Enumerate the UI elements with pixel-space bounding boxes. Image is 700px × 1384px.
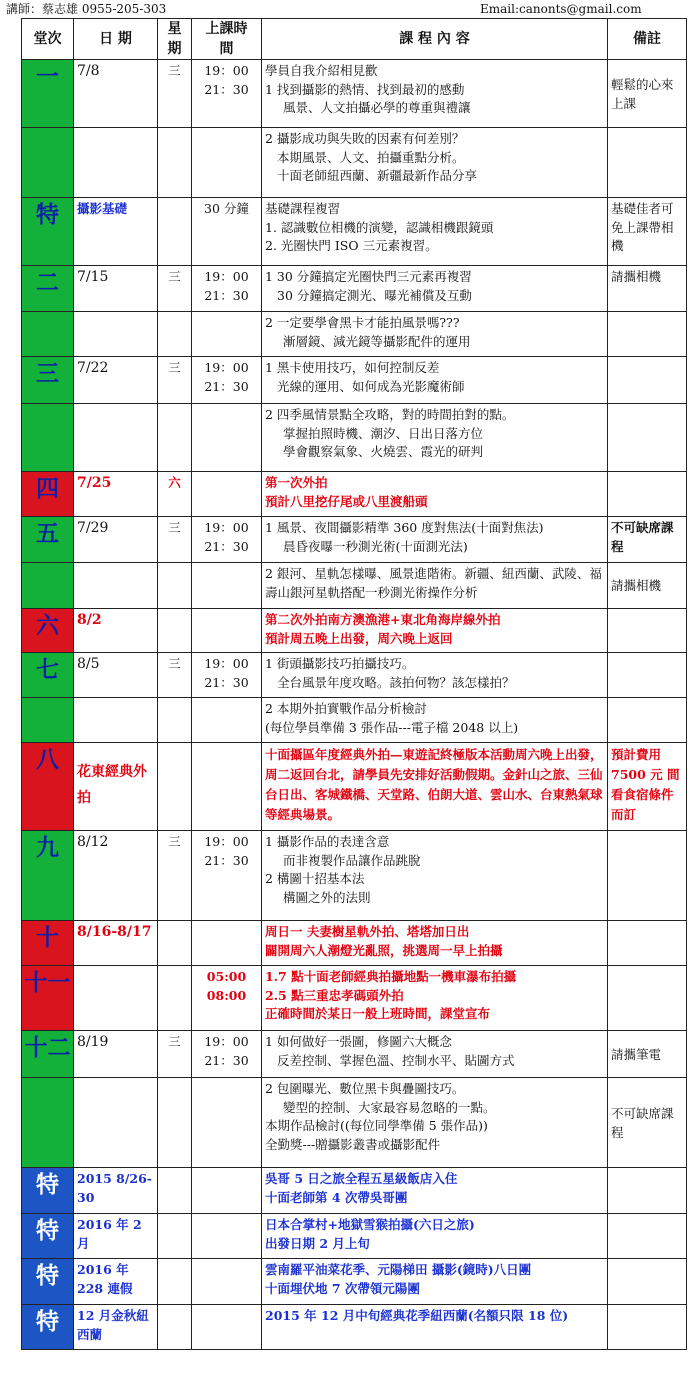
- date-cell: 8/5: [74, 653, 158, 698]
- date-cell: 7/22: [74, 357, 158, 404]
- date-cell: 8/16-8/17: [74, 921, 158, 966]
- session-cell: 特: [22, 1259, 74, 1305]
- content-cell: 十面攝區年度經典外拍—東遊記終極版本活動周六晚上出發，周二返回台北，請學員先安排好活動假期。金針山之旅、三仙台日出、客城鐵橋、天堂路、伯朗大道、雲山水、台東熱氣球等經典場景。: [262, 743, 608, 831]
- content-cell: 1.7 點十面老師經典拍攝地點一機車瀑布拍攝 2.5 點三重忠孝碼頭外拍 正確時間於某日一般上班時間，課堂宣布: [262, 966, 608, 1031]
- session-cell: 五: [22, 517, 74, 563]
- table-row: [22, 266, 687, 312]
- time-cell: 19：00 21：30: [192, 517, 262, 563]
- header-note: 備註: [608, 19, 687, 60]
- date-cell: 2015 8/26-30: [74, 1168, 158, 1214]
- session-cell: 九: [22, 831, 74, 921]
- header-date: 日 期: [74, 19, 158, 60]
- instructor-info: 講師：蔡志雄 0955-205-303: [6, 2, 167, 16]
- session-cell: [22, 1078, 74, 1168]
- time-cell: 30 分鐘: [192, 198, 262, 266]
- note-cell: 不可缺席課程: [608, 1078, 687, 1168]
- date-cell: 8/12: [74, 831, 158, 921]
- content-cell: 2 包圍曝光、數位黑卡與疊圖技巧。 變型的控制、大家最容易忽略的一點。 本期作品檢討((每位同學準備 5 張作品)) 全勤獎---贈攝影叢書或攝影配件: [262, 1078, 608, 1168]
- table-row: [22, 312, 687, 357]
- table-row: [22, 966, 687, 1031]
- date-cell: 8/2: [74, 609, 158, 653]
- note-cell: 請攜筆電: [608, 1031, 687, 1078]
- header-content: 課 程 內 容: [262, 19, 608, 60]
- table-row: [22, 1168, 687, 1214]
- session-cell: 八: [22, 743, 74, 831]
- session-cell: [22, 128, 74, 198]
- table-row: [22, 1305, 687, 1350]
- header-weekday: 星期: [158, 19, 192, 60]
- table-row: [22, 563, 687, 609]
- session-cell: 二: [22, 266, 74, 312]
- table-row: [22, 517, 687, 563]
- table-row: [22, 743, 687, 831]
- time-cell: 19：00 21：30: [192, 831, 262, 921]
- content-cell: 2015 年 12 月中旬經典花季紐西蘭(名額只限 18 位): [262, 1305, 608, 1350]
- table-row: [22, 198, 687, 266]
- table-row: [22, 653, 687, 698]
- header-session: 堂次: [22, 19, 74, 60]
- content-cell: 周日一 夫妻樹星軌外拍、塔塔加日出 闢開周六人潮燈光亂照，挑選周一早上拍攝: [262, 921, 608, 966]
- session-cell: 三: [22, 357, 74, 404]
- session-cell: 七: [22, 653, 74, 698]
- session-cell: 一: [22, 60, 74, 128]
- content-cell: 吳哥 5 日之旅全程五星級飯店入住 十面老師第 4 次帶吳哥團: [262, 1168, 608, 1214]
- note-cell: 輕鬆的心來上課: [608, 60, 687, 128]
- session-cell: 特: [22, 1214, 74, 1259]
- table-row: [22, 1031, 687, 1078]
- content-cell: 2 銀河、星軌怎樣曝、風景進階術。新疆、紐西蘭、武陵、福壽山銀河星軌搭配一秒測光術操作分析: [262, 563, 608, 609]
- content-cell: 學員自我介紹相見歡 1 找到攝影的熱情、找到最初的感動 風景、人文拍攝必學的尊重與禮讓: [262, 60, 608, 128]
- date-cell: 12 月金秋紐西蘭: [74, 1305, 158, 1350]
- content-cell: 第一次外拍 預計八里挖仔尾或八里渡船頭: [262, 472, 608, 517]
- weekday-cell: 三: [158, 653, 192, 698]
- table-row: [22, 1259, 687, 1305]
- weekday-cell: 三: [158, 60, 192, 128]
- session-cell: [22, 563, 74, 609]
- header-time: 上課時間: [192, 19, 262, 60]
- weekday-cell: 三: [158, 517, 192, 563]
- course-schedule-table: [21, 18, 687, 1350]
- session-cell: 十: [22, 921, 74, 966]
- session-cell: 特: [22, 1305, 74, 1350]
- session-cell: [22, 312, 74, 357]
- content-cell: 2 四季風情景點全攻略，對的時間拍對的點。 掌握拍照時機、潮汐、日出日落方位 學會觀察氣象、火燒雲、霞光的研判: [262, 404, 608, 472]
- content-cell: 1 街頭攝影技巧拍攝技巧。 全台風景年度攻略。該拍何物？該怎樣拍？: [262, 653, 608, 698]
- content-cell: 1 風景、夜間攝影精準 360 度對焦法(十面對焦法) 晨昏夜曝一秒測光術(十面測光法): [262, 517, 608, 563]
- date-cell: 7/15: [74, 266, 158, 312]
- date-cell: 2016 年 2 月: [74, 1214, 158, 1259]
- weekday-cell: 六: [158, 472, 192, 517]
- table-row: [22, 831, 687, 921]
- date-cell: 7/25: [74, 472, 158, 517]
- table-row: [22, 698, 687, 743]
- date-cell: 7/8: [74, 60, 158, 128]
- content-cell: 2 攝影成功與失敗的因素有何差別？ 本期風景、人文、拍攝重點分析。 十面老師紐西蘭、新疆最新作品分享: [262, 128, 608, 198]
- note-cell: 預計費用 7500 元 間看食宿條件而訂: [608, 743, 687, 831]
- content-cell: 1 黑卡使用技巧，如何控制反差 光線的運用、如何成為光影魔術師: [262, 357, 608, 404]
- session-cell: [22, 698, 74, 743]
- content-cell: 2 一定要學會黑卡才能拍風景嗎??? 漸層鏡、減光鏡等攝影配件的運用: [262, 312, 608, 357]
- content-cell: 日本合掌村+地獄雪猴拍攝(六日之旅) 出發日期 2 月上旬: [262, 1214, 608, 1259]
- note-cell: 請攜相機: [608, 563, 687, 609]
- table-row: [22, 404, 687, 472]
- table-row: [22, 357, 687, 404]
- table-row: [22, 60, 687, 128]
- table-row: [22, 609, 687, 653]
- table-row: [22, 1214, 687, 1259]
- session-cell: 十二: [22, 1031, 74, 1078]
- date-cell: 7/29: [74, 517, 158, 563]
- header: [0, 0, 700, 19]
- table-row: [22, 472, 687, 517]
- table-row: [22, 1078, 687, 1168]
- weekday-cell: 三: [158, 266, 192, 312]
- session-cell: 十一: [22, 966, 74, 1031]
- session-cell: 六: [22, 609, 74, 653]
- content-cell: 基礎課程複習 1. 認識數位相機的演變，認識相機跟鏡頭 2. 光圈快門 ISO 三元素複習。: [262, 198, 608, 266]
- email-info: Email:canonts@gmail.com: [480, 2, 642, 16]
- date-cell: 花東經典外拍: [74, 743, 158, 831]
- time-cell: 19：00 21：30: [192, 60, 262, 128]
- time-cell: 19：00 21：30: [192, 357, 262, 404]
- note-cell: 請攜相機: [608, 266, 687, 312]
- time-cell: 19：00 21：30: [192, 266, 262, 312]
- content-cell: 1 30 分鐘搞定光圈快門三元素再複習 30 分鐘搞定測光、曝光補償及互動: [262, 266, 608, 312]
- date-cell: 8/19: [74, 1031, 158, 1078]
- content-cell: 雲南羅平油菜花季、元陽梯田 攝影(鏡時)八日團 十面埋伏地 7 次帶領元陽團: [262, 1259, 608, 1305]
- note-cell: 不可缺席課程: [608, 517, 687, 563]
- content-cell: 第二次外拍南方澳漁港+東北角海岸線外拍 預計周五晚上出發，周六晚上返回: [262, 609, 608, 653]
- session-cell: 特: [22, 198, 74, 266]
- table-header-row: [22, 19, 687, 60]
- note-cell: 基礎佳者可免上課帶相機: [608, 198, 687, 266]
- weekday-cell: 三: [158, 1031, 192, 1078]
- time-cell: 19：00 21：30: [192, 1031, 262, 1078]
- date-cell: 2016 年 228 連假: [74, 1259, 158, 1305]
- session-cell: [22, 404, 74, 472]
- content-cell: 1 攝影作品的表達含意 而非複製作品讓作品跳脫 2 構圖十招基本法 構圖之外的法則: [262, 831, 608, 921]
- content-cell: 2 本期外拍實戰作品分析檢討 (每位學員準備 3 張作品---電子檔 2048 以上): [262, 698, 608, 743]
- session-cell: 特: [22, 1168, 74, 1214]
- time-cell: 05:00 08:00: [192, 966, 262, 1031]
- content-cell: 1 如何做好一張圖，修圖六大概念 反差控制、掌握色溫、控制水平、貼圖方式: [262, 1031, 608, 1078]
- weekday-cell: 三: [158, 831, 192, 921]
- table-row: [22, 921, 687, 966]
- table-row: [22, 128, 687, 198]
- time-cell: 19：00 21：30: [192, 653, 262, 698]
- date-cell: 攝影基礎: [74, 198, 158, 266]
- weekday-cell: 三: [158, 357, 192, 404]
- session-cell: 四: [22, 472, 74, 517]
